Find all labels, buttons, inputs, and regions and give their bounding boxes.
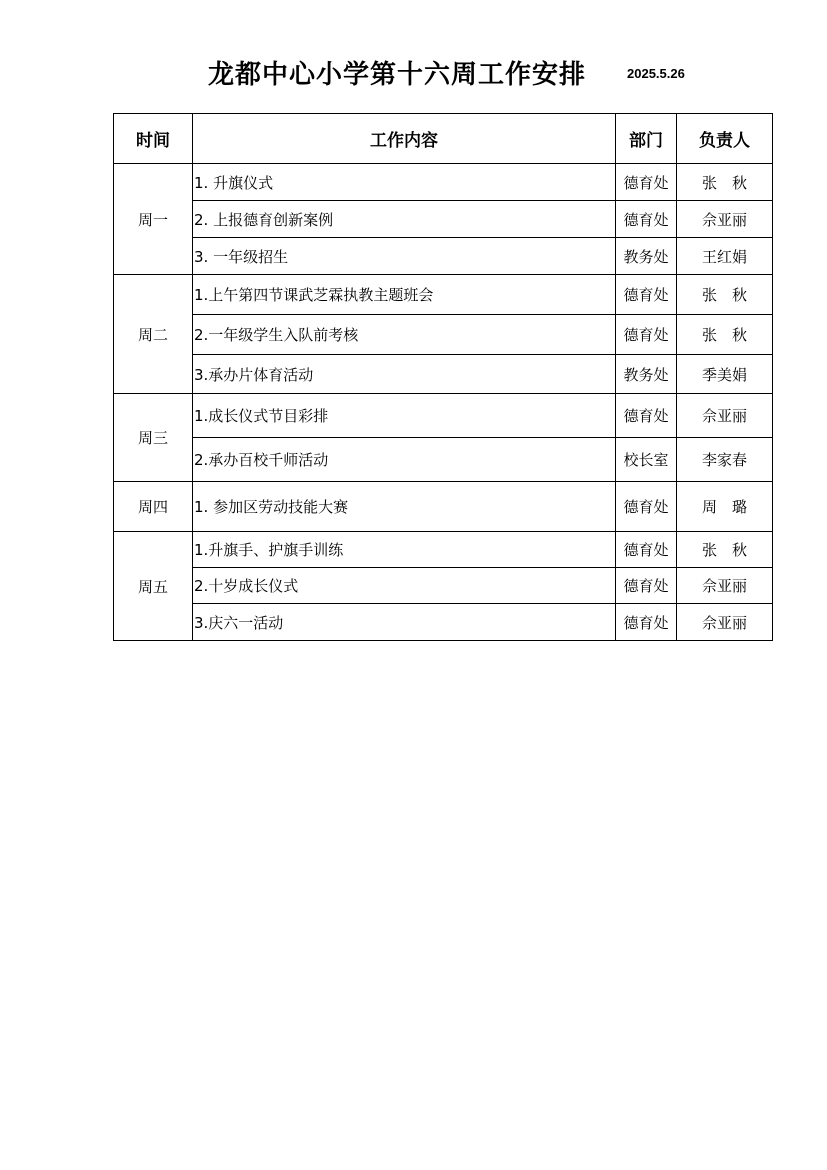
owner-cell: 佘亚丽 <box>677 201 773 238</box>
task-cell: 1. 升旗仪式 <box>193 164 616 201</box>
table-row <box>114 315 773 355</box>
table-row <box>114 201 773 238</box>
owner-cell: 佘亚丽 <box>677 568 773 604</box>
task-cell: 1.升旗手、护旗手训练 <box>193 532 616 568</box>
table-row <box>114 604 773 641</box>
table-row <box>114 275 773 315</box>
table-row <box>114 532 773 568</box>
dept-cell: 德育处 <box>616 201 677 238</box>
day-cell-wednesday: 周三 <box>114 394 193 482</box>
schedule-table <box>113 113 773 641</box>
day-cell-monday: 周一 <box>114 164 193 275</box>
owner-cell: 张 秋 <box>677 275 773 315</box>
task-cell: 2. 上报德育创新案例 <box>193 201 616 238</box>
dept-cell: 德育处 <box>616 532 677 568</box>
task-cell: 3.承办片体育活动 <box>193 355 616 394</box>
dept-cell: 教务处 <box>616 355 677 394</box>
dept-cell: 德育处 <box>616 482 677 532</box>
table-row <box>114 568 773 604</box>
table-row <box>114 238 773 275</box>
day-cell-tuesday: 周二 <box>114 275 193 394</box>
header-owner: 负责人 <box>677 114 773 164</box>
owner-cell: 佘亚丽 <box>677 394 773 438</box>
task-cell: 2.十岁成长仪式 <box>193 568 616 604</box>
header-dept: 部门 <box>616 114 677 164</box>
document-header <box>0 54 827 94</box>
table-row <box>114 164 773 201</box>
task-cell: 1.成长仪式节目彩排 <box>193 394 616 438</box>
dept-cell: 教务处 <box>616 238 677 275</box>
day-cell-friday: 周五 <box>114 532 193 641</box>
task-cell: 2.一年级学生入队前考核 <box>193 315 616 355</box>
dept-cell: 德育处 <box>616 164 677 201</box>
dept-cell: 德育处 <box>616 568 677 604</box>
document-date: 2025.5.26 <box>627 66 685 81</box>
owner-cell: 李家春 <box>677 438 773 482</box>
owner-cell: 张 秋 <box>677 164 773 201</box>
task-cell: 1.上午第四节课武芝霖执教主题班会 <box>193 275 616 315</box>
header-time: 时间 <box>114 114 193 164</box>
document-title: 龙都中心小学第十六周工作安排 <box>208 60 587 90</box>
dept-cell: 德育处 <box>616 394 677 438</box>
owner-cell: 季美娟 <box>677 355 773 394</box>
header-content: 工作内容 <box>193 114 616 164</box>
dept-cell: 德育处 <box>616 604 677 641</box>
owner-cell: 周 璐 <box>677 482 773 532</box>
owner-cell: 王红娟 <box>677 238 773 275</box>
table-row <box>114 394 773 438</box>
task-cell: 2.承办百校千师活动 <box>193 438 616 482</box>
task-cell: 3.庆六一活动 <box>193 604 616 641</box>
table-row <box>114 438 773 482</box>
task-cell: 3. 一年级招生 <box>193 238 616 275</box>
dept-cell: 德育处 <box>616 275 677 315</box>
dept-cell: 校长室 <box>616 438 677 482</box>
dept-cell: 德育处 <box>616 315 677 355</box>
day-cell-thursday: 周四 <box>114 482 193 532</box>
owner-cell: 张 秋 <box>677 532 773 568</box>
task-cell: 1. 参加区劳动技能大赛 <box>193 482 616 532</box>
owner-cell: 佘亚丽 <box>677 604 773 641</box>
table-row <box>114 482 773 532</box>
table-header-row <box>114 114 773 164</box>
table-row <box>114 355 773 394</box>
owner-cell: 张 秋 <box>677 315 773 355</box>
